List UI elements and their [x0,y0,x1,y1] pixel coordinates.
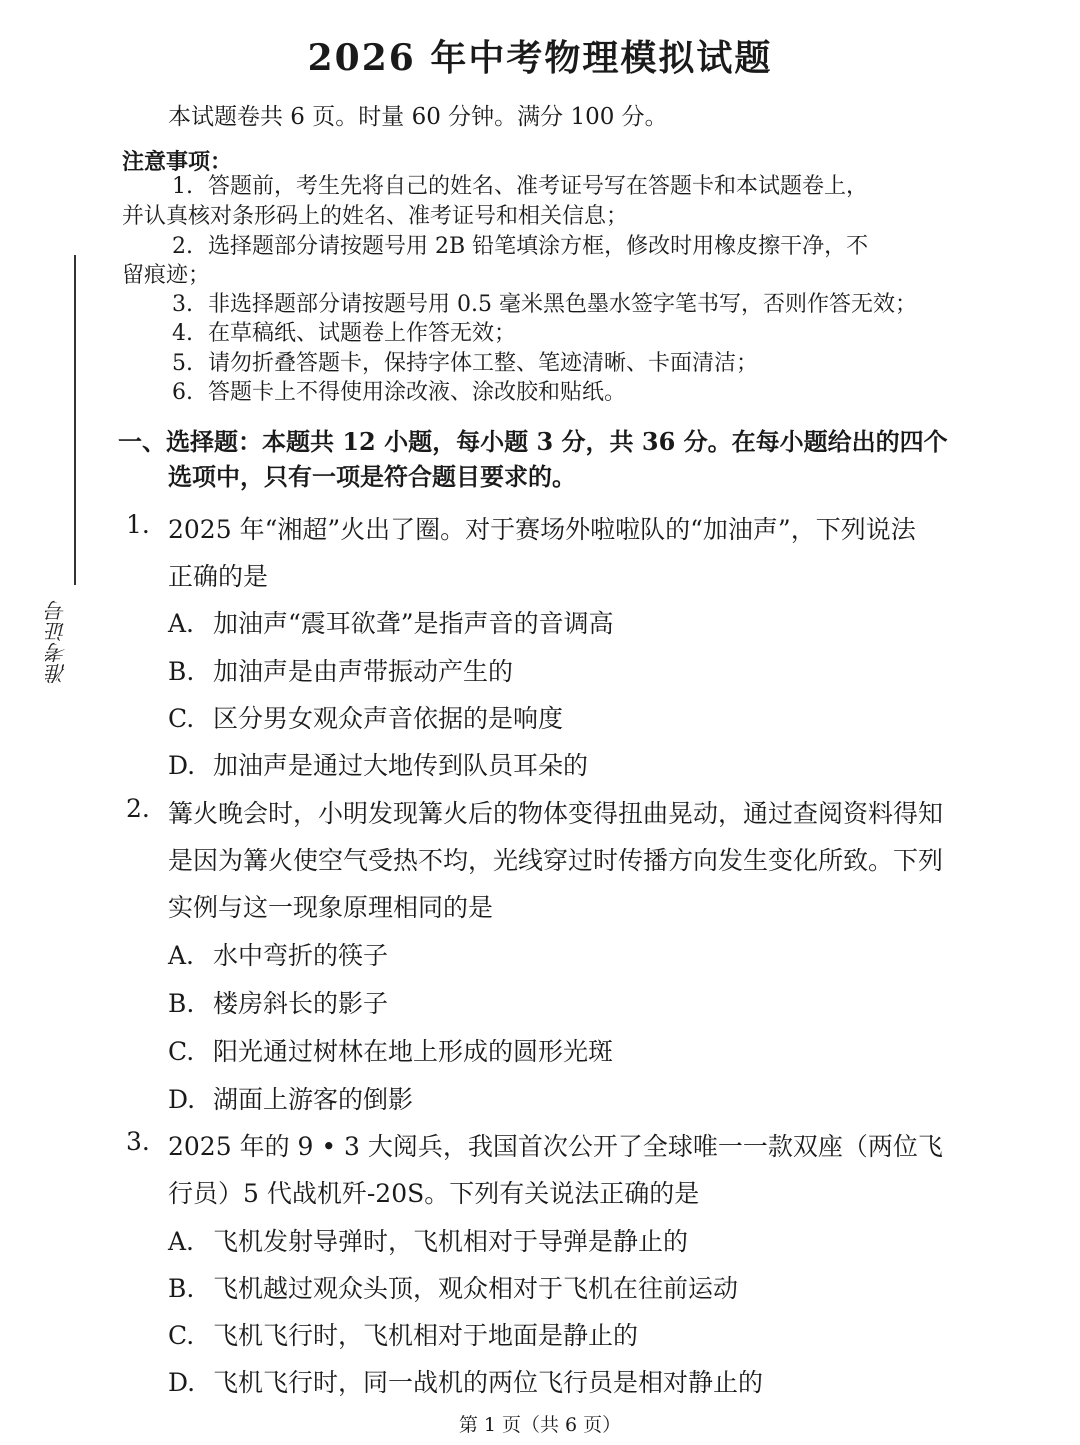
option [168,652,513,688]
page-title: 2026 年中考物理模拟试题 [307,37,773,79]
option-letter: D. [168,1085,196,1114]
section-heading-line: 一、选择题：本题共 12 小题，每小题 3 分，共 36 分。在每小题给出的四个 [118,427,948,456]
note-item [172,319,516,349]
option-text: 飞机发射导弹时，飞机相对于导弹是静止的 [213,1227,689,1256]
option-text: 区分男女观众声音依据的是响度 [213,704,564,733]
option-letter: B. [168,657,195,686]
note-text: 答题卡上不得使用涂改液、涂改胶和贴纸。 [208,380,627,405]
option-text: 楼房斜长的影子 [213,989,389,1018]
note-item [172,378,626,408]
option-text: 飞机越过观众头顶，观众相对于飞机在往前运动 [213,1274,739,1303]
option-text: 飞机飞行时，同一战机的两位飞行员是相对静止的 [213,1368,764,1397]
option-letter: B. [168,1274,195,1303]
exam-info: 本试题卷共 6 页。时量 60 分钟。满分 100 分。 [168,104,668,130]
note-text: 非选择题部分请按题号用 0.5 毫米黑色墨水签字笔书写，否则作答无效； [208,292,917,317]
section-heading [118,424,998,494]
note-item-continuation: 留痕迹； [122,263,211,288]
option [168,1032,613,1068]
option [168,1222,688,1258]
question-number: 1. [126,510,150,539]
option [168,1316,638,1352]
option [168,936,388,972]
note-item [172,172,868,202]
option-text: 加油声是通过大地传到队员耳朵的 [213,751,589,780]
note-text: 答题前，考生先将自己的姓名、准考证号写在答题卡和本试题卷上， [208,174,869,199]
question-number: 2. [126,794,150,823]
question-stem: 篝火晚会时，小明发现篝火后的物体变得扭曲晃动，通过查阅资料得知 [168,799,944,828]
note-number: 3. [172,292,193,317]
note-text: 在草稿纸、试题卷上作答无效； [208,321,517,346]
option-letter: C. [168,1037,195,1066]
option [168,984,388,1020]
note-text: 选择题部分请按题号用 2B 铅笔填涂方框，修改时用橡皮擦干净，不 [208,234,869,259]
note-item-continuation: 并认真核对条形码上的姓名、准考证号和相关信息； [122,204,629,229]
option-letter: B. [168,989,195,1018]
option-letter: C. [168,704,195,733]
option [168,1080,413,1116]
question-number: 3. [126,1127,150,1156]
note-item [172,349,758,379]
margin-fill-line [74,255,76,585]
question-stem: 是因为篝火使空气受热不均，光线穿过时传播方向发生变化所致。下列 [168,846,944,875]
option-text: 湖面上游客的倒影 [213,1085,414,1114]
note-number: 1. [172,174,193,199]
note-item [172,290,917,320]
section-heading-line: 选项中，只有一项是符合题目要求的。 [168,462,576,491]
question-stem: 实例与这一现象原理相同的是 [168,893,494,922]
note-number: 2. [172,234,193,259]
note-text: 请勿折叠答题卡，保持字体工整、笔迹清晰、卡面清洁； [208,351,759,376]
question-stem: 行员）5 代战机歼-20S。下列有关说法正确的是 [168,1179,700,1208]
option-letter: A. [168,1227,195,1256]
option-text: 飞机飞行时，飞机相对于地面是静止的 [213,1321,639,1350]
note-number: 5. [172,351,193,376]
question-stem: 2025 年的 9 • 3 大阅兵，我国首次公开了全球唯一一款双座（两位飞 [168,1132,943,1161]
note-number: 4. [172,321,193,346]
note-item [172,232,868,262]
question-stem: 2025 年“湘超”火出了圈。对于赛场外啦啦队的“加油声”，下列说法 [168,515,916,544]
option-letter: D. [168,751,196,780]
option [168,1269,738,1305]
option-letter: D. [168,1368,196,1397]
notes-heading: 注意事项： [122,149,233,175]
note-number: 6. [172,380,193,405]
option-letter: A. [168,941,195,970]
option [168,699,563,735]
option-text: 加油声是由声带振动产生的 [213,657,514,686]
option-text: 水中弯折的筷子 [213,941,389,970]
option-letter: A. [168,609,195,638]
option-text: 加油声“震耳欲聋”是指声音的音调高 [213,609,614,638]
option [168,604,614,640]
option [168,1363,763,1399]
option-text: 阳光通过树林在地上形成的圆形光斑 [213,1037,614,1066]
margin-exam-number-label: 准考证号 [45,600,69,684]
question-stem: 正确的是 [168,562,269,591]
option [168,746,588,782]
option-letter: C. [168,1321,195,1350]
page-footer: 第 1 页（共 6 页） [458,1414,622,1436]
